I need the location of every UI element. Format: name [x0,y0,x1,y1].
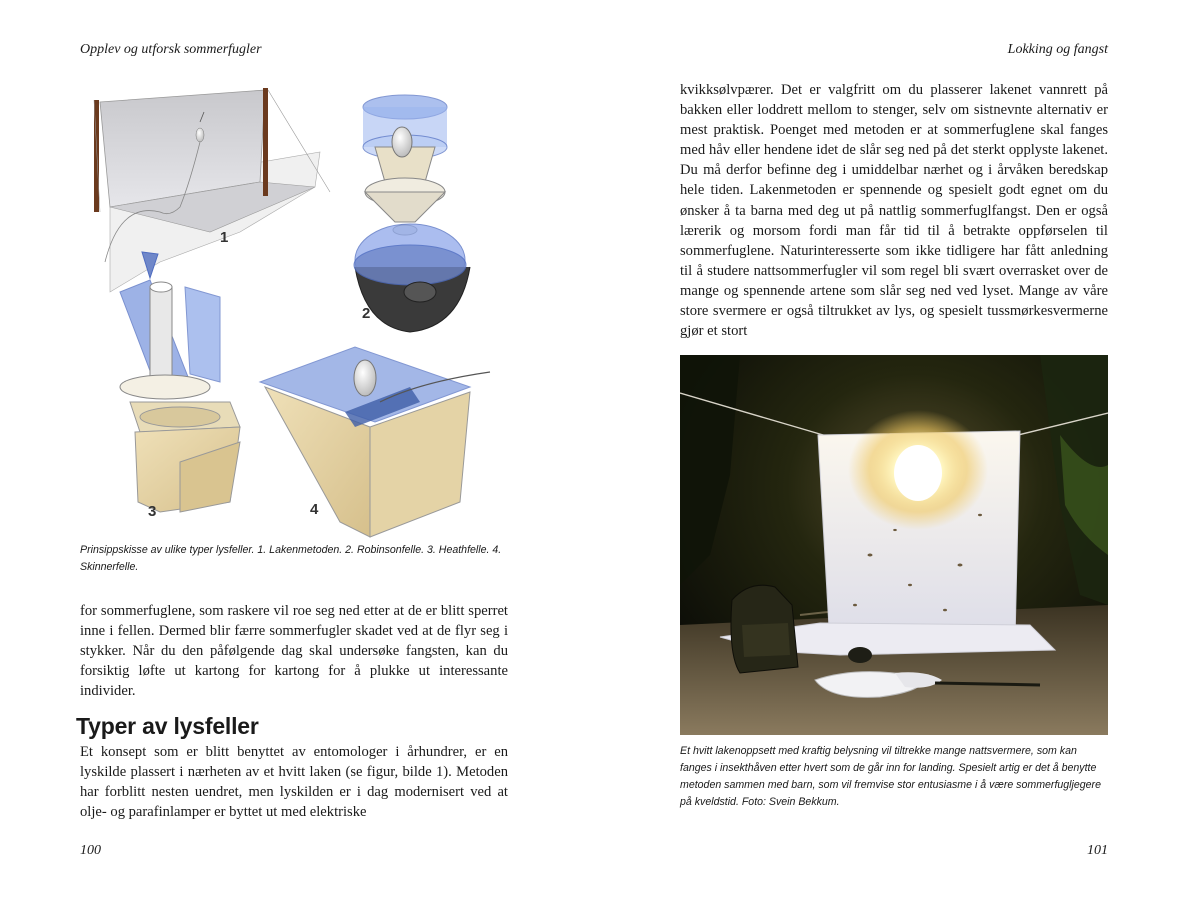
page-number-left: 100 [80,843,101,858]
trap-4-skinner [260,347,490,537]
running-head-left: Opplev og utforsk sommerfugler [80,42,262,57]
right-page [600,0,1200,900]
figure-label-4: 4 [310,501,319,518]
trap-3-heath [120,252,240,520]
paragraph-text: kvikksølvpærer. Det er valgfritt om du plasserer lakenet vannrett på bakken eller loddrett mellom to stenger, selv om sistnevnte alternativ er mest praktisk. Poenget med metoden er at sommerfuglene skal fanges med håv eller hendene idet de slår seg ned på det sterkt opplyste lakenet. Du må derfor befinne deg i umiddelbar nærhet og i årvåken beredskap hele tiden. Lakenmetoden er spennende og spesielt godt egnet om du ønsker å ta barna med deg ut på nattlig sommerfuglfangst. Den er også lærerik og morsom fordi man får tid til å betrakte oppførselen til sommerfuglene. Naturinteresserte som ikke tidligere har fått anledning til å studere nattsommerfugler vil som regel bli svært overrasket over de mange og spennende artene som slår seg ned ved lyset. Mange av våre store svermere er også tiltrukket av lys, og spesielt tussmørkesvermerne gjør et stort [680,82,1108,340]
photo-caption: Et hvitt lakenoppsett med kraftig belysning vil tiltrekke mange nattsvermere, som kan fanges i insekthåven etter hvert som de går inn for landing. Spesielt artig er det å benytte metoden sammen med barn, som vil fremvise stor entusiasme i å være sommerfugljegere på kveldstid. Foto: Svein Bekkum. [680,745,1101,808]
figure-label-2: 2 [362,305,371,322]
paragraph-text: Et konsept som er blitt benyttet av entomologer i århundrer, er en lyskilde plassert i nærheten av et hvitt laken (se figur, bilde 1). Metoden har forblitt nesten uendret, men lyskilden er i dag modernisert ved at olje- og parafinlamper er byttet ut med elektriske [80,744,508,821]
body-paragraph-2 [80,742,508,822]
paragraph-text: for sommerfuglene, som raskere vil roe seg ned etter at de er blitt sperret inne i fellen. Dermed blir færre sommerfugler skadet ved at de flyr seg i stykker. Når du den påfølgende dag skal undersøke fangsten, kan du forsiktig løfte ut kartong for kartong for å plukke ut interessante individer. [80,603,508,700]
running-head-right: Lokking og fangst [1007,42,1108,57]
trap-2-robinson [354,95,470,332]
light-trap-illustration [80,82,520,542]
sheet-photo [680,355,1108,735]
trap-1-sheet-method [94,88,330,292]
figure-label-3: 3 [148,503,157,520]
section-heading: Typer av lysfeller [76,713,259,739]
figure-label-1: 1 [220,229,229,246]
body-paragraph-right [680,80,1108,341]
figure-caption: Prinsippskisse av ulike typer lysfeller. 1. Lakenmetoden. 2. Robinsonfelle. 3. Heathfelle. 4. Skinnerfelle. [80,544,502,573]
page-number-right: 101 [1087,843,1108,858]
body-paragraph-1 [80,601,508,701]
